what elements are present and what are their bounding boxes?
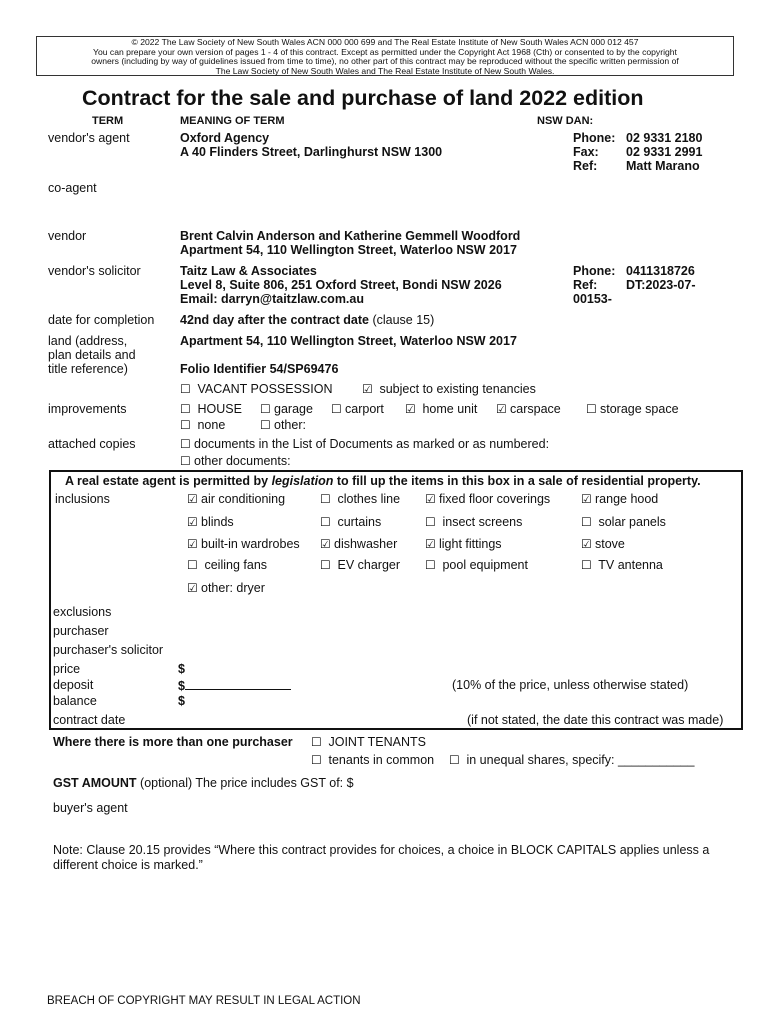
checkbox-icon[interactable]: ☐ xyxy=(187,558,198,572)
improvement-other[interactable] xyxy=(260,418,306,432)
checkbox-icon[interactable]: ☐ xyxy=(320,558,331,572)
option-label: curtains xyxy=(337,515,382,529)
checkbox-icon[interactable]: ☑ xyxy=(425,492,436,506)
deposit-dollar: $ xyxy=(178,679,185,693)
heading-text: to fill up the items in this box in a sale of residential property. xyxy=(333,474,701,488)
joint-tenants-option[interactable] xyxy=(311,735,426,749)
heading-emphasis: legislation xyxy=(271,474,334,488)
checkbox-icon[interactable]: ☐ xyxy=(180,418,191,432)
improvements-label: improvements xyxy=(48,402,127,416)
option-label: VACANT POSSESSION xyxy=(197,382,333,396)
inclusion-other[interactable] xyxy=(187,581,265,595)
option-label: fixed floor coverings xyxy=(439,492,551,506)
checkbox-icon[interactable]: ☐ xyxy=(586,402,597,416)
option-label: HOUSE xyxy=(197,402,242,416)
folio-identifier: Folio Identifier 54/SP69476 xyxy=(180,362,339,376)
footer-warning: BREACH OF COPYRIGHT MAY RESULT IN LEGAL ACTION xyxy=(47,995,361,1007)
meaning-header: MEANING OF TERM xyxy=(180,115,285,127)
box-heading xyxy=(65,474,701,488)
vendors-agent-name: Oxford Agency xyxy=(180,131,270,145)
option-label: other: xyxy=(274,418,306,432)
inclusion-tv-antenna[interactable] xyxy=(581,558,663,572)
copyright-line: owners (including by way of guidelines issued from time to time), no other part of this contract may be reproduced without the specific written permission of xyxy=(91,57,679,67)
purchasers-solicitor-label: purchaser's solicitor xyxy=(53,643,164,657)
contract-date-label: contract date xyxy=(53,713,126,727)
improvement-carspace[interactable] xyxy=(496,402,561,416)
land-label: plan details and xyxy=(48,348,136,362)
inclusion-wardrobes[interactable] xyxy=(187,537,300,551)
option-label: ceiling fans xyxy=(204,558,268,572)
checkbox-icon[interactable]: ☐ xyxy=(425,558,436,572)
improvement-none[interactable] xyxy=(180,418,225,432)
option-label: built-in wardrobes xyxy=(201,537,300,551)
inclusion-ev-charger[interactable] xyxy=(320,558,400,572)
checkbox-icon[interactable]: ☐ xyxy=(260,418,271,432)
tenants-in-common-option[interactable] xyxy=(311,753,434,767)
improvement-home-unit[interactable] xyxy=(405,402,477,416)
land-label: land (address, xyxy=(48,334,128,348)
option-label: other: dryer xyxy=(201,581,265,595)
inclusion-curtains[interactable] xyxy=(320,515,381,529)
inclusion-dishwasher[interactable] xyxy=(320,537,397,551)
checkbox-icon[interactable]: ☑ xyxy=(362,382,373,396)
agent-phone-label: Phone: xyxy=(573,131,616,145)
option-label: light fittings xyxy=(439,537,502,551)
land-address: Apartment 54, 110 Wellington Street, Waterloo NSW 2017 xyxy=(180,334,517,348)
option-label: documents in the List of Documents as marked or as numbered: xyxy=(194,437,550,451)
option-label: none xyxy=(197,418,226,432)
inclusion-range-hood[interactable] xyxy=(581,492,658,506)
contract-date-note: (if not stated, the date this contract was made) xyxy=(467,713,724,727)
term-header: TERM xyxy=(92,115,124,127)
agent-fax-label: Fax: xyxy=(573,145,599,159)
checkbox-icon[interactable]: ☐ xyxy=(311,753,322,767)
checkbox-icon[interactable]: ☐ xyxy=(320,515,331,529)
copyright-notice xyxy=(36,36,734,76)
improvement-house[interactable] xyxy=(180,402,242,416)
checkbox-icon[interactable]: ☐ xyxy=(180,437,191,451)
note-line: different choice is marked.” xyxy=(53,858,203,872)
deposit-note: (10% of the price, unless otherwise stated) xyxy=(452,678,689,692)
purchaser-label: purchaser xyxy=(53,624,109,638)
checkbox-icon[interactable]: ☐ xyxy=(260,402,271,416)
option-label: JOINT TENANTS xyxy=(328,735,426,749)
inclusions-label: inclusions xyxy=(55,492,110,506)
option-label: tenants in common xyxy=(328,753,435,767)
copyright-line: © 2022 The Law Society of New South Wales ACN 000 000 699 and The Real Estate Institute of New South Wales ACN 000 012 457 xyxy=(131,38,639,47)
solicitor-ref-cont: 00153- xyxy=(573,292,612,306)
checkbox-icon[interactable]: ☐ xyxy=(425,515,436,529)
copyright-line: The Law Society of New South Wales and The Real Estate Institute of New South Wales. xyxy=(215,66,555,76)
checkbox-icon[interactable]: ☐ xyxy=(581,558,592,572)
improvement-carport[interactable] xyxy=(331,402,384,416)
solicitor-phone-label: Phone: xyxy=(573,264,616,278)
vacant-possession-option[interactable] xyxy=(180,382,332,396)
option-label: stove xyxy=(595,537,625,551)
option-label: solar panels xyxy=(598,515,666,529)
checkbox-icon[interactable]: ☑ xyxy=(581,537,592,551)
checkbox-icon[interactable]: ☑ xyxy=(187,581,198,595)
option-label: home unit xyxy=(422,402,478,416)
vendor-label: vendor xyxy=(48,229,87,243)
option-label: garage xyxy=(274,402,313,416)
co-agent-label: co-agent xyxy=(48,181,97,195)
option-label: subject to existing tenancies xyxy=(379,382,536,396)
checkbox-icon[interactable]: ☐ xyxy=(331,402,342,416)
solicitor-email: Email: darryn@taitzlaw.com.au xyxy=(180,292,364,306)
note-line: Note: Clause 20.15 provides “Where this contract provides for choices, a choice in BLOCK CAPITALS applies unless a xyxy=(53,843,710,857)
option-label: clothes line xyxy=(337,492,401,506)
checkbox-icon[interactable]: ☑ xyxy=(187,515,198,529)
agent-fax: 02 9331 2991 xyxy=(626,145,703,159)
inclusion-air-conditioning[interactable] xyxy=(187,492,285,506)
price-dollar: $ xyxy=(178,662,185,676)
vendors-agent-address: A 40 Flinders Street, Darlinghurst NSW 1300 xyxy=(180,145,443,159)
buyers-agent-label: buyer's agent xyxy=(53,801,128,815)
option-label: insect screens xyxy=(442,515,523,529)
checkbox-icon[interactable]: ☑ xyxy=(581,492,592,506)
heading-text: A real estate agent is permitted by xyxy=(65,474,272,488)
inclusion-insect-screens[interactable] xyxy=(425,515,522,529)
land-label: title reference) xyxy=(48,362,128,376)
checkbox-icon[interactable]: ☐ xyxy=(449,753,460,767)
checkbox-icon[interactable]: ☑ xyxy=(405,402,416,416)
dan-header: NSW DAN: xyxy=(537,115,594,127)
inclusion-blinds[interactable] xyxy=(187,515,234,529)
completion-value-row xyxy=(180,313,434,327)
attached-other-option[interactable] xyxy=(180,454,291,468)
option-label: carport xyxy=(345,402,384,416)
inclusion-pool-equipment[interactable] xyxy=(425,558,528,572)
inclusion-light-fittings[interactable] xyxy=(425,537,502,551)
solicitor-address: Level 8, Suite 806, 251 Oxford Street, Bondi NSW 2026 xyxy=(180,278,502,292)
solicitor-firm: Taitz Law & Associates xyxy=(180,264,317,278)
checkbox-icon[interactable]: ☑ xyxy=(496,402,507,416)
vendors-agent-label: vendor's agent xyxy=(48,131,130,145)
page-title: Contract for the sale and purchase of land 2022 edition xyxy=(82,86,644,110)
checkbox-icon[interactable]: ☐ xyxy=(180,382,191,396)
price-label: price xyxy=(53,662,81,676)
gst-text: (optional) The price includes GST of: $ xyxy=(136,776,354,790)
inclusion-clothes-line[interactable] xyxy=(320,492,400,506)
balance-label: balance xyxy=(53,694,97,708)
option-label: in unequal shares, specify: ___________ xyxy=(466,753,695,767)
checkbox-icon[interactable]: ☐ xyxy=(320,492,331,506)
deposit-label: deposit xyxy=(53,678,94,692)
checkbox-icon[interactable]: ☐ xyxy=(581,515,592,529)
solicitor-phone: 0411318726 xyxy=(626,264,695,278)
option-label: air conditioning xyxy=(201,492,286,506)
checkbox-icon[interactable]: ☐ xyxy=(180,454,191,468)
option-label: pool equipment xyxy=(442,558,528,572)
improvement-garage[interactable] xyxy=(260,402,313,416)
gst-amount-row xyxy=(53,776,354,790)
checkbox-icon[interactable]: ☐ xyxy=(311,735,322,749)
completion-value: 42nd day after the contract date xyxy=(180,313,369,327)
inclusion-fixed-floor[interactable] xyxy=(425,492,550,506)
checkbox-icon[interactable]: ☑ xyxy=(187,492,198,506)
unequal-shares-option[interactable] xyxy=(449,753,694,767)
option-label: dishwasher xyxy=(334,537,398,551)
option-label: carspace xyxy=(510,402,561,416)
deposit-field[interactable] xyxy=(178,678,291,693)
existing-tenancies-option[interactable] xyxy=(362,382,536,396)
copyright-line: You can prepare your own version of pages 1 - 4 of this contract. Except as permitted under the Copyright Act 1968 (Cth) or consented to by the copyright xyxy=(93,47,677,57)
completion-clause: (clause 15) xyxy=(372,313,435,327)
solicitor-ref-label: Ref: xyxy=(573,278,598,292)
completion-label: date for completion xyxy=(48,313,155,327)
more-than-one-purchaser-label: Where there is more than one purchaser xyxy=(53,735,293,749)
vendors-solicitor-label: vendor's solicitor xyxy=(48,264,141,278)
inclusion-ceiling-fans[interactable] xyxy=(187,558,267,572)
option-label: EV charger xyxy=(337,558,401,572)
inclusion-solar-panels[interactable] xyxy=(581,515,666,529)
vendor-names: Brent Calvin Anderson and Katherine Gemmell Woodford xyxy=(180,229,521,243)
solicitor-ref: DT:2023-07- xyxy=(626,278,696,292)
checkbox-icon[interactable]: ☑ xyxy=(187,537,198,551)
vendor-address: Apartment 54, 110 Wellington Street, Waterloo NSW 2017 xyxy=(180,243,517,257)
option-label: storage space xyxy=(600,402,679,416)
improvement-storage[interactable] xyxy=(586,402,679,416)
option-label: blinds xyxy=(201,515,234,529)
exclusions-label: exclusions xyxy=(53,605,112,619)
agent-phone: 02 9331 2180 xyxy=(626,131,703,145)
checkbox-icon[interactable]: ☑ xyxy=(320,537,331,551)
option-label: other documents: xyxy=(194,454,291,468)
checkbox-icon[interactable]: ☑ xyxy=(425,537,436,551)
gst-label: GST AMOUNT xyxy=(53,776,137,790)
attached-documents-option[interactable] xyxy=(180,437,549,451)
checkbox-icon[interactable]: ☐ xyxy=(180,402,191,416)
balance-dollar: $ xyxy=(178,694,185,708)
option-label: TV antenna xyxy=(598,558,663,572)
inclusion-stove[interactable] xyxy=(581,537,625,551)
agent-ref-label: Ref: xyxy=(573,159,598,173)
deposit-underline[interactable] xyxy=(185,678,291,690)
attached-copies-label: attached copies xyxy=(48,437,136,451)
agent-ref: Matt Marano xyxy=(626,159,700,173)
option-label: range hood xyxy=(595,492,659,506)
